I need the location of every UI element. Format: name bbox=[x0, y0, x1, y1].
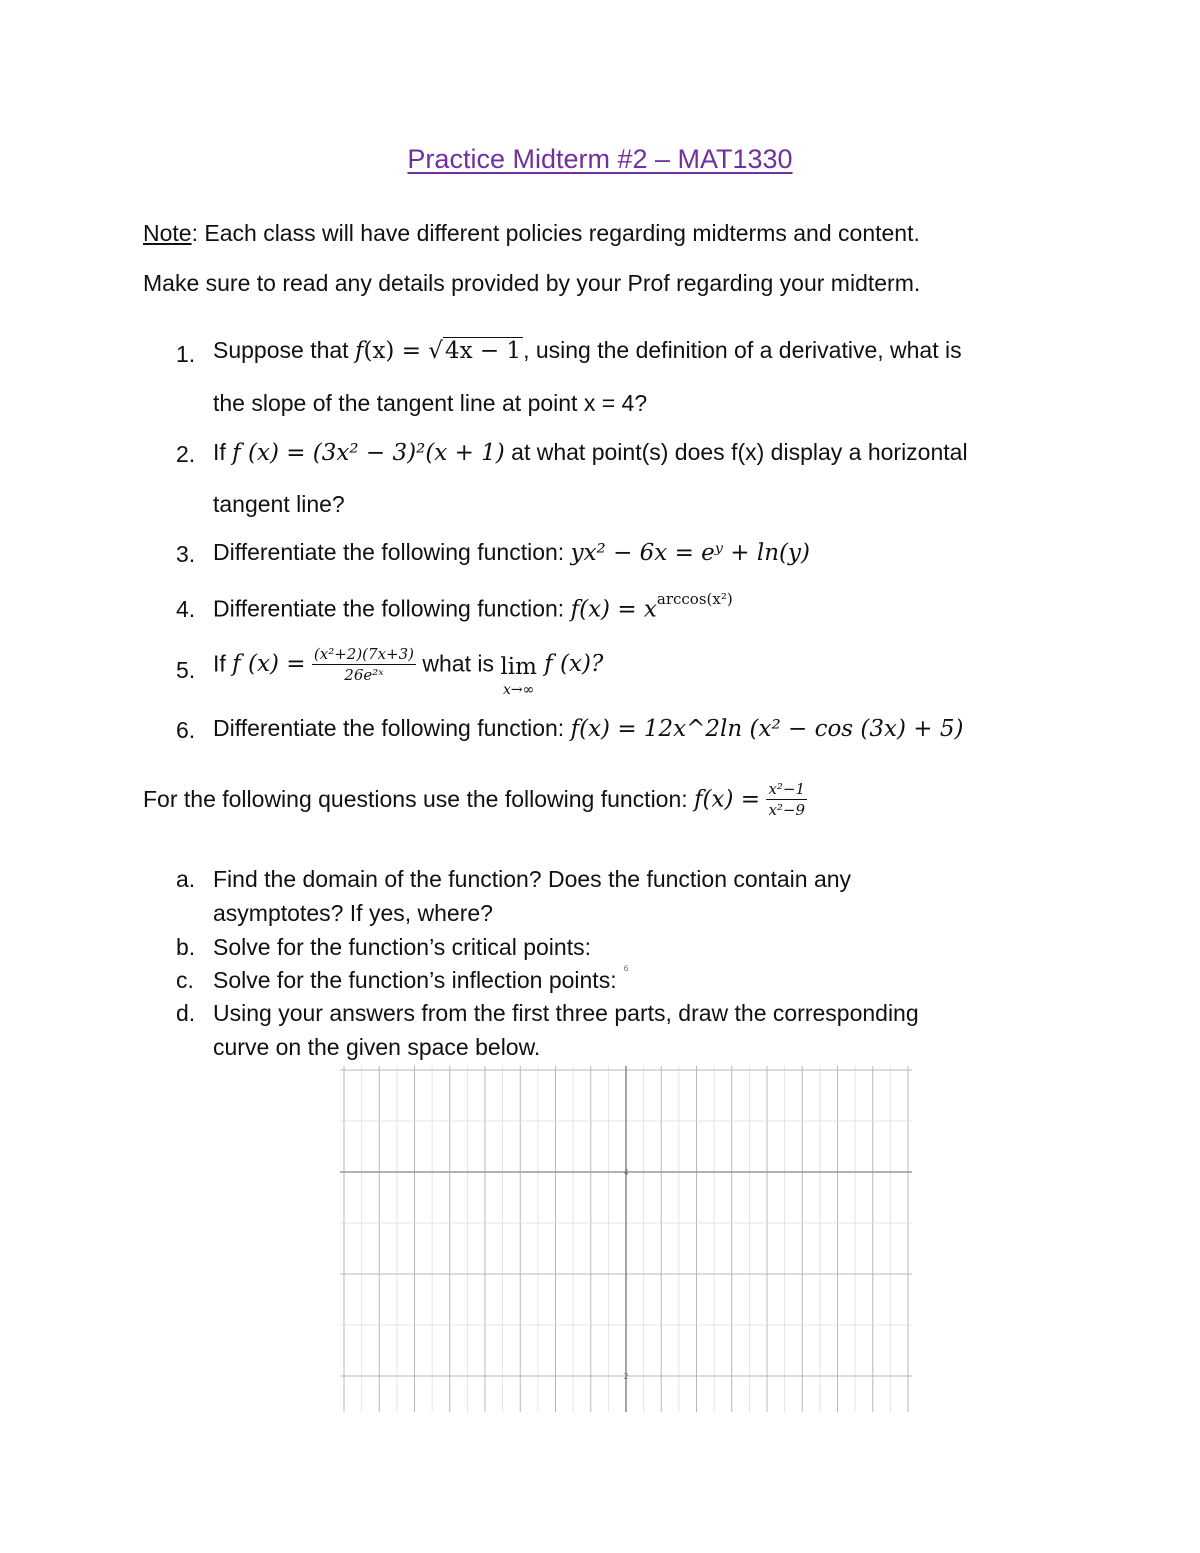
fraction-denominator: 26e²ˣ bbox=[344, 665, 384, 684]
note-line-2: Make sure to read any details provided by your Prof regarding your midterm. bbox=[143, 270, 921, 296]
question-number: 3. bbox=[176, 541, 196, 567]
y-tick-label: 6 bbox=[623, 964, 629, 973]
fraction-numerator: x²−1 bbox=[768, 780, 806, 798]
question-text: If bbox=[213, 650, 233, 677]
part-letter: a. bbox=[176, 866, 196, 892]
question-1 bbox=[213, 337, 962, 364]
math-expression: f(x) = 12x^2ln (x² − cos (3x) + 5) bbox=[570, 716, 964, 742]
math-radicand: 4x − 1 bbox=[444, 338, 522, 364]
question-number: 5. bbox=[176, 657, 196, 683]
math-exponent: arccos(x²) bbox=[656, 590, 733, 608]
math-expression: yx² − 6x = eʸ + ln(y) bbox=[570, 540, 810, 566]
part-letter: c. bbox=[176, 967, 194, 993]
following-text: For the following questions use the following function: bbox=[143, 786, 695, 812]
question-2 bbox=[213, 439, 968, 466]
question-text: If bbox=[213, 439, 233, 465]
part-c: Solve for the function’s inflection points: bbox=[213, 967, 617, 993]
math-expression: f(x) = x bbox=[570, 596, 657, 623]
limit-label: lim bbox=[500, 654, 537, 680]
limit-operator bbox=[500, 655, 537, 697]
part-a-cont: asymptotes? If yes, where? bbox=[213, 900, 493, 926]
part-d-cont: curve on the given space below. bbox=[213, 1034, 541, 1060]
part-letter: b. bbox=[176, 934, 196, 960]
page-title: Practice Midterm #2 – MAT1330 bbox=[407, 144, 793, 174]
question-number: 4. bbox=[176, 596, 196, 622]
math-expression: (x) = √ bbox=[363, 338, 443, 364]
question-5 bbox=[213, 643, 604, 698]
limit-subscript: x→∞ bbox=[502, 682, 535, 698]
part-b: Solve for the function’s critical points: bbox=[213, 934, 591, 960]
note-label: Note bbox=[143, 220, 192, 246]
part-a: Find the domain of the function? Does the function contain any bbox=[213, 866, 852, 892]
math-expression: f (x) = (3x² − 3)²(x + 1) bbox=[232, 440, 505, 466]
question-2-cont: tangent line? bbox=[213, 491, 345, 517]
y-tick-label: 2 bbox=[623, 1372, 629, 1381]
question-number: 2. bbox=[176, 441, 196, 467]
question-3 bbox=[213, 539, 810, 566]
question-4 bbox=[213, 590, 733, 623]
fraction-numerator: (x²+2)(7x+3) bbox=[313, 644, 414, 663]
question-text: Suppose that bbox=[213, 337, 355, 363]
question-text: at what point(s) does f(x) display a horizontal bbox=[504, 439, 968, 465]
question-text: what is bbox=[416, 650, 501, 677]
note-text: : Each class will have different policies regarding midterms and content. bbox=[191, 220, 920, 246]
part-letter: d. bbox=[176, 1000, 196, 1026]
question-number: 1. bbox=[176, 341, 196, 367]
math-expression: f bbox=[354, 338, 364, 364]
math-expression: f(x) = bbox=[694, 786, 761, 813]
question-text: Differentiate the following function: bbox=[213, 715, 571, 741]
following-function-line bbox=[143, 780, 807, 819]
math-fraction bbox=[766, 780, 807, 819]
question-text: Differentiate the following function: bbox=[213, 539, 571, 565]
question-text: , using the definition of a derivative, what is bbox=[523, 337, 962, 363]
math-expression: f (x)? bbox=[536, 651, 604, 677]
math-expression: f (x) = bbox=[232, 651, 306, 677]
question-number: 6. bbox=[176, 717, 196, 743]
question-text: Differentiate the following function: bbox=[213, 595, 571, 622]
y-tick-label: 4 bbox=[623, 1168, 629, 1177]
question-6 bbox=[213, 715, 963, 742]
note-line-1 bbox=[143, 220, 920, 247]
question-1-cont: the slope of the tangent line at point x = 4? bbox=[213, 390, 648, 416]
math-fraction bbox=[312, 645, 416, 684]
fraction-denominator: x²−9 bbox=[768, 801, 806, 819]
part-d: Using your answers from the first three parts, draw the corresponding bbox=[213, 1000, 919, 1026]
